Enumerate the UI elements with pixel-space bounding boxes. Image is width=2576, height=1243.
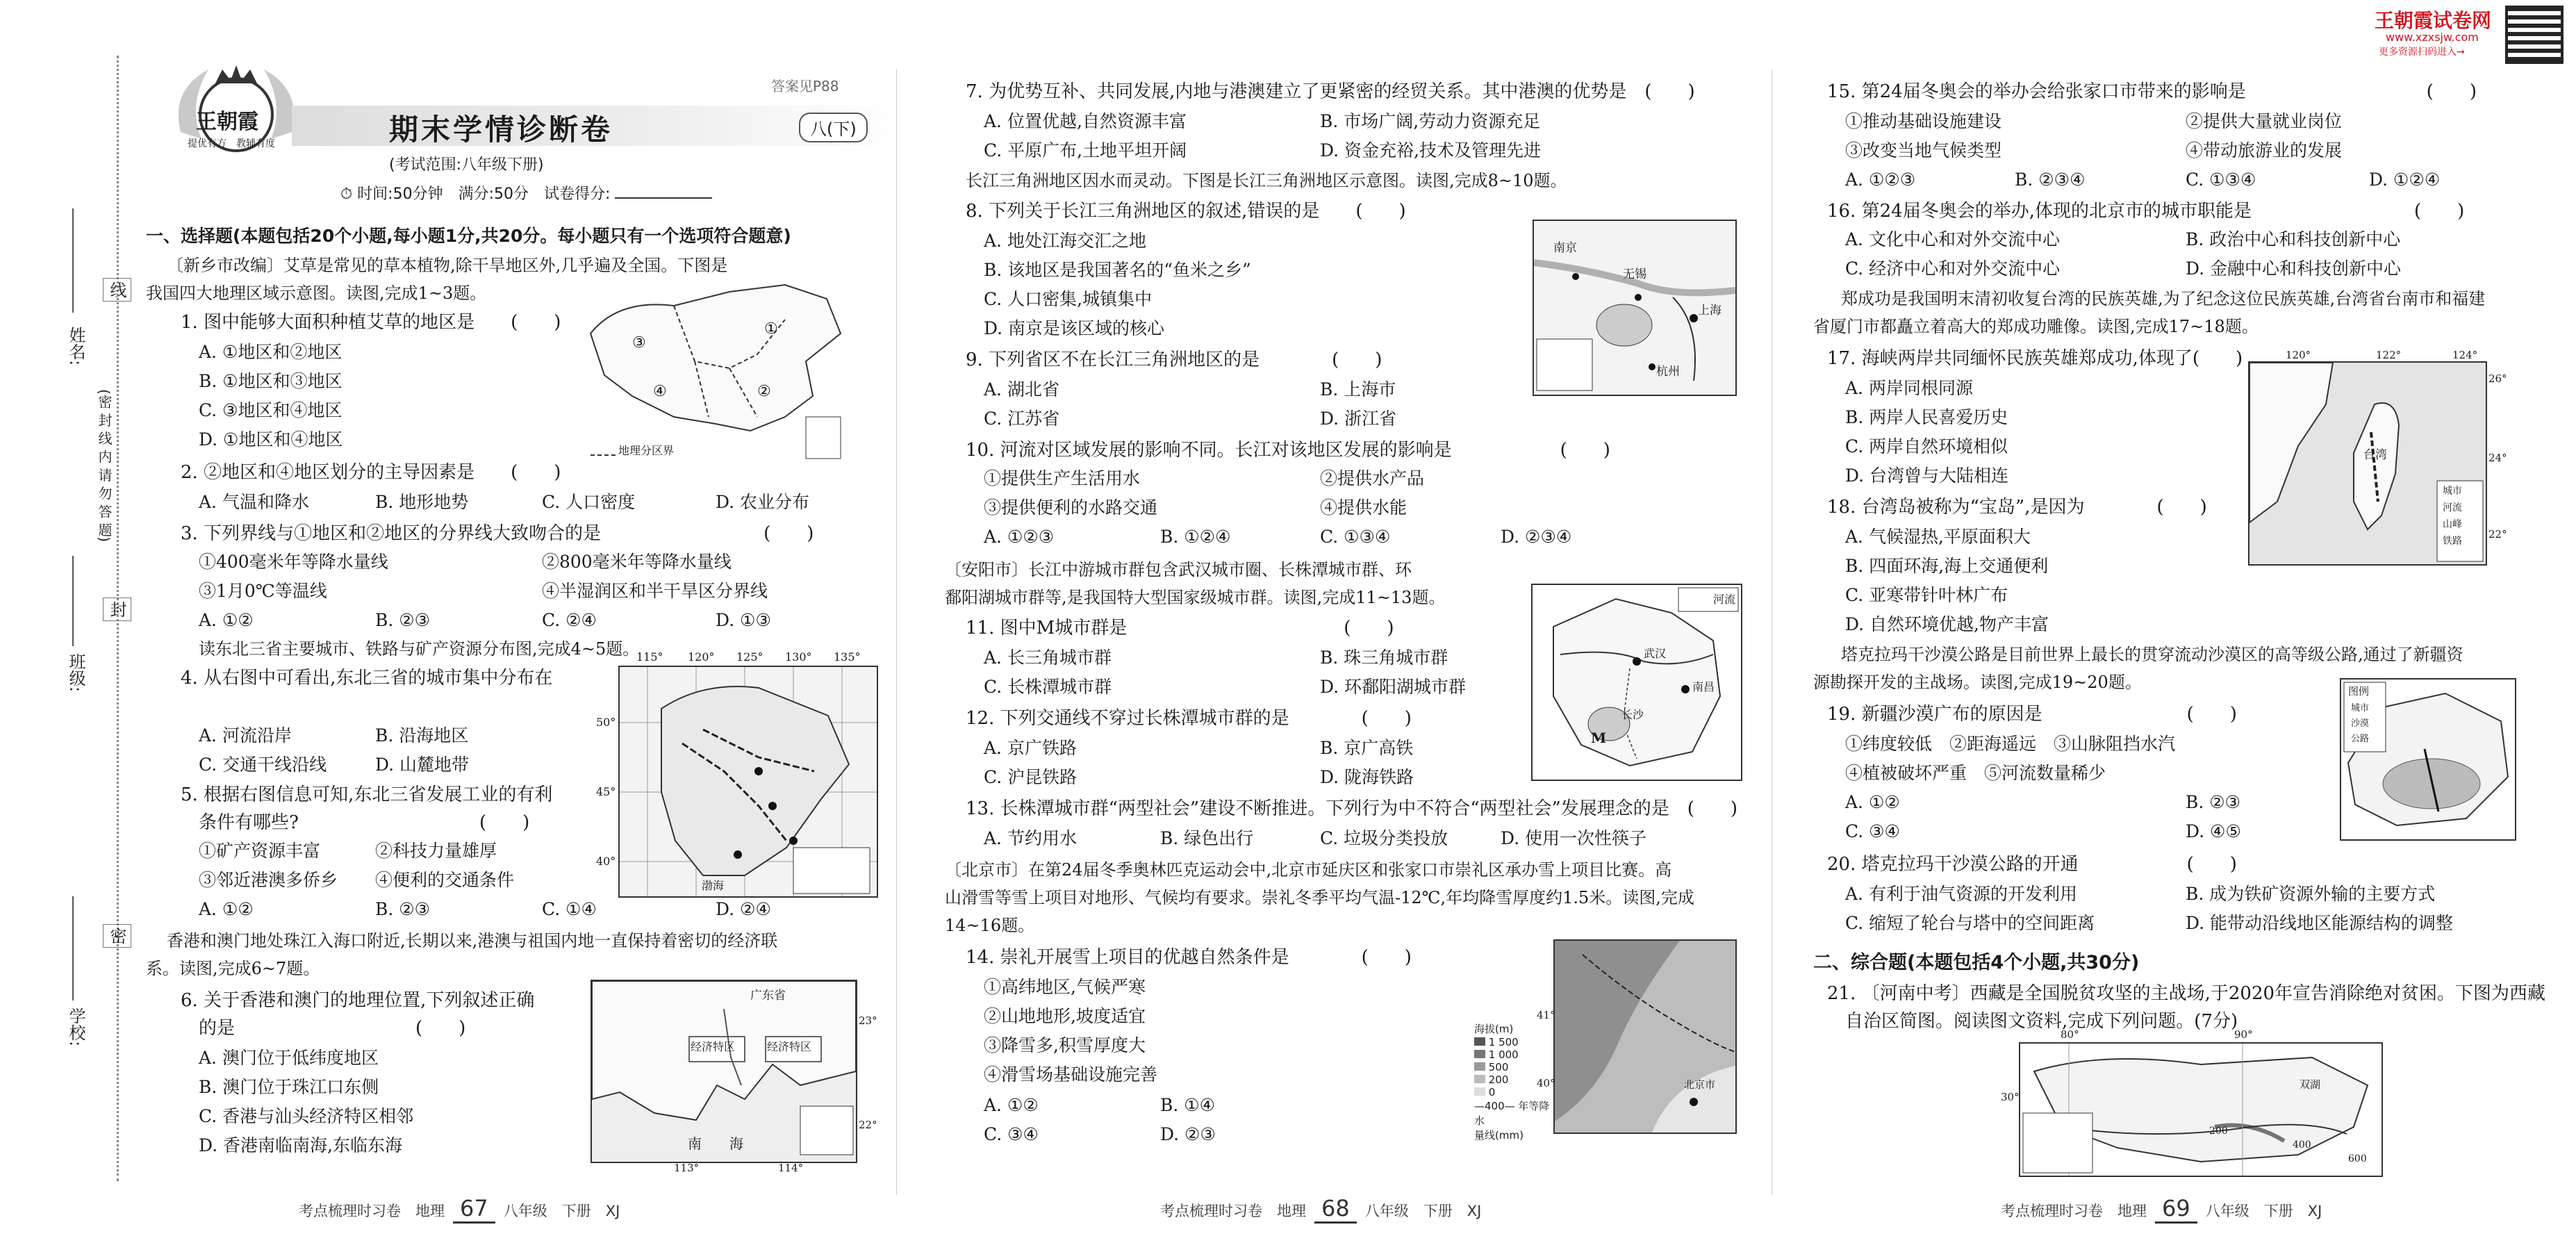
map2-tick-135: 135° — [834, 650, 861, 664]
seal-note: (密 封 线 内 请 勿 答 题) — [96, 389, 113, 543]
q14-option-b[interactable]: B. ①④ — [1160, 1095, 1216, 1115]
footer-68-prefix: 考点梳理时习卷 地理 — [1160, 1203, 1306, 1219]
q16-option-c[interactable]: C. 经济中心和对外交流中心 — [1845, 258, 2061, 279]
qr-code-icon[interactable] — [2505, 6, 2563, 64]
grade-tag: 八(下) — [799, 113, 868, 142]
map2-tick-130: 130° — [785, 650, 812, 664]
seal-mark-feng: 封 — [103, 598, 131, 621]
q15-item-4: ④带动旅游业的发展 — [2186, 140, 2343, 160]
q11-option-a[interactable]: A. 长三角城市群 — [984, 648, 1112, 668]
q19-items-line-b: ④植被破坏严重 ⑤河流数量稀少 — [1845, 763, 2106, 783]
northeast-china-map — [618, 666, 878, 898]
q13-option-a[interactable]: A. 节约用水 — [984, 828, 1077, 848]
q11-option-d[interactable]: D. 环鄱阳湖城市群 — [1320, 677, 1467, 697]
question-3: 3. 下列界线与①地区和②地区的分界线大致吻合的是 ( ) — [181, 523, 814, 544]
map6-legend-title: 海拔(m) — [1474, 1023, 1514, 1035]
q3-item-2: ②800毫米年等降水量线 — [542, 552, 732, 572]
q15-item-2: ②提供大量就业岗位 — [2186, 111, 2343, 131]
q6-option-d[interactable]: D. 香港南临南海,东临东海 — [199, 1135, 402, 1155]
q20-option-d[interactable]: D. 能带动沿线地区能源结构的调整 — [2186, 913, 2454, 933]
map3-label-zhsez: 经济特区 — [767, 1040, 812, 1053]
q15-option-b[interactable]: B. ②③④ — [2015, 170, 2086, 190]
q5-item-1: ①矿产资源丰富 — [199, 841, 321, 861]
q11-option-b[interactable]: B. 珠三角城市群 — [1320, 648, 1448, 668]
map6-legend-isohyet: —400— 年等降水 — [1474, 1100, 1550, 1127]
question-13: 13. 长株潭城市群“两型社会”建设不断推进。下列行为中不符合“两型社会”发展理念的是 ( ) — [966, 798, 1738, 819]
q10-option-d[interactable]: D. ②③④ — [1501, 527, 1572, 547]
map6-label-40: 40° — [1537, 1077, 1555, 1089]
q13-option-b[interactable]: B. 绿色出行 — [1160, 828, 1254, 848]
seal-mark-line: 线 — [103, 278, 131, 302]
question-11: 11. 图中M城市群是 ( ) — [966, 618, 1394, 639]
intro-14-line-b: 山滑雪等雪上项目对地形、气候均有要求。崇礼冬季平均气温-12℃,年均降雪厚度约1.5米。读图,完成 — [945, 888, 1694, 907]
q14-option-c[interactable]: C. ③④ — [984, 1124, 1039, 1144]
question-6-line-a: 6. 关于香港和澳门的地理位置,下列叙述正确 — [181, 990, 535, 1011]
class-field[interactable] — [72, 556, 74, 646]
map7-tick-26: 26° — [2488, 372, 2507, 385]
q3-option-c[interactable]: C. ②④ — [542, 610, 597, 630]
q7-option-c[interactable]: C. 平原广布,土地平坦开阔 — [984, 140, 1187, 160]
map8-legend-road: 公路 — [2351, 734, 2370, 744]
q14-item-4: ④滑雪场基础设施完善 — [984, 1064, 1158, 1085]
q13-option-d[interactable]: D. 使用一次性筷子 — [1501, 828, 1647, 848]
q19-option-c[interactable]: C. ③④ — [1845, 821, 1900, 841]
school-label: 学校: — [66, 1007, 85, 1047]
svg-text:①: ① — [764, 320, 778, 338]
map1-legend: 地理分区界 — [618, 444, 675, 457]
q1-option-b[interactable]: B. ①地区和③地区 — [199, 371, 342, 391]
map2-tick-50: 50° — [596, 716, 616, 729]
map5-label-nanchang: 南昌 — [1692, 680, 1715, 693]
question-6-line-b: 的是 ( ) — [199, 1018, 466, 1039]
q15-item-3: ③改变当地气候类型 — [1845, 140, 2002, 160]
map6-legend-500-text: 500 — [1488, 1061, 1509, 1073]
map9-contour-200: 200 — [2209, 1126, 2228, 1137]
q18-option-d[interactable]: D. 自然环境优越,物产丰富 — [1845, 614, 2049, 634]
clock-icon: ⏱ — [340, 186, 353, 203]
q4-option-b[interactable]: B. 沿海地区 — [375, 725, 469, 746]
q3-option-a[interactable]: A. ①② — [199, 610, 254, 630]
question-5-line-a: 5. 根据右图信息可知,东北三省发展工业的有利 — [181, 784, 553, 805]
seal-mark-mi: 密 — [103, 924, 131, 948]
intro-6-line-a: 香港和澳门地处珠江入海口附近,长期以来,港澳与祖国内地一直保持着密切的经济联 — [167, 931, 778, 950]
q12-option-c[interactable]: C. 沪昆铁路 — [984, 767, 1078, 787]
q3-option-b[interactable]: B. ②③ — [375, 610, 431, 630]
map8-legend-desert: 沙漠 — [2351, 718, 2370, 729]
q19-option-d[interactable]: D. ④⑤ — [2186, 821, 2241, 841]
map4-label-shanghai: 上海 — [1698, 304, 1722, 318]
map9-tick-90: 90° — [2234, 1028, 2253, 1041]
question-18: 18. 台湾岛被称为“宝岛”,是因为 ( ) — [1827, 497, 2207, 518]
answer-ref — [771, 75, 839, 95]
map6-legend-1000 — [1474, 1048, 1551, 1061]
map6-legend-1500 — [1474, 1036, 1551, 1048]
footer-67-prefix: 考点梳理时习卷 地理 — [299, 1203, 445, 1219]
map6-label-41: 41° — [1537, 1009, 1555, 1021]
map6-legend-500 — [1474, 1061, 1551, 1073]
q15-item-1: ①推动基础设施建设 — [1845, 111, 2002, 131]
q18-option-c[interactable]: C. 亚寒带针叶林广布 — [1845, 585, 2008, 605]
footer-67-suffix: 八年级 下册 XJ — [503, 1203, 620, 1219]
map7-tick-122: 122° — [2376, 349, 2402, 361]
q4-option-d[interactable]: D. 山麓地带 — [375, 755, 470, 775]
footer-69-suffix: 八年级 下册 XJ — [2205, 1203, 2322, 1219]
map3-tick-114: 114° — [778, 1162, 804, 1174]
q13-option-c[interactable]: C. 垃圾分类投放 — [1320, 828, 1448, 848]
q14-option-a[interactable]: A. ①② — [984, 1095, 1039, 1115]
map2-tick-115: 115° — [636, 650, 663, 664]
intro-1-line-b: 我国四大地理区域示意图。读图,完成1~3题。 — [146, 283, 487, 303]
q1-option-d[interactable]: D. ①地区和④地区 — [199, 429, 343, 450]
q6-option-c[interactable]: C. 香港与汕头经济特区相邻 — [199, 1106, 414, 1126]
question-9: 9. 下列省区不在长江三角洲地区的是 ( ) — [966, 349, 1382, 370]
map6-legend — [1474, 1021, 1551, 1142]
q2-option-d[interactable]: D. 农业分布 — [716, 492, 810, 512]
question-14: 14. 崇礼开展雪上项目的优越自然条件是 ( ) — [966, 947, 1412, 968]
q20-option-b[interactable]: B. 成为铁矿资源外输的主要方式 — [2186, 884, 2436, 904]
answer-ref-text: 答案见P88 — [771, 78, 839, 94]
map7-legend-railway: 铁路 — [2443, 536, 2462, 547]
tibet-map — [2019, 1042, 2383, 1177]
intro-17-line-b: 省厦门市都矗立着高大的郑成功雕像。读图,完成17~18题。 — [1813, 317, 2259, 336]
q14-item-3: ③降雪多,积雪厚度大 — [984, 1035, 1146, 1055]
q2-option-b[interactable]: B. 地形地势 — [375, 492, 469, 512]
watermark-url: www.xzxsjw.com — [2386, 31, 2479, 44]
map4-label-hangzhou: 杭州 — [1656, 365, 1680, 379]
q17-option-d[interactable]: D. 台湾曾与大陆相连 — [1845, 466, 2009, 486]
map9-tick-30: 30° — [2001, 1091, 2020, 1103]
q5-item-3: ③邻近港澳多侨乡 — [199, 870, 338, 890]
q10-option-a[interactable]: A. ①②③ — [984, 527, 1055, 547]
q10-item-3: ③提供便利的水路交通 — [984, 497, 1158, 518]
q7-option-a[interactable]: A. 位置优越,自然资源丰富 — [984, 111, 1187, 131]
map6-legend-1500-text: 1 500 — [1488, 1036, 1519, 1048]
q20-option-a[interactable]: A. 有利于油气资源的开发利用 — [1845, 884, 2077, 904]
q9-option-c[interactable]: C. 江苏省 — [984, 409, 1060, 429]
map4-label-nanjing: 南京 — [1553, 241, 1577, 255]
q10-item-1: ①提供生产生活用水 — [984, 468, 1141, 488]
map6-legend-isohyet-unit: 量线(mm) — [1474, 1129, 1524, 1142]
q19-items-line-a: ①纬度较低 ②距海遥远 ③山脉阻挡水汽 — [1845, 734, 2176, 754]
intro-11-line-a: 〔安阳市〕长江中游城市群包含武汉城市圈、长株潭城市群、环 — [945, 560, 1412, 579]
map5-legend-river: 河流 — [1713, 593, 1736, 606]
map7-tick-24: 24° — [2488, 452, 2507, 464]
q11-option-c[interactable]: C. 长株潭城市群 — [984, 677, 1112, 697]
intro-17-line-a: 郑成功是我国明末清初收复台湾的民族英雄,为了纪念这位民族英雄,台湾省台南市和福建 — [1841, 289, 2486, 308]
question-20: 20. 塔克拉玛干沙漠公路的开通 ( ) — [1827, 854, 2237, 875]
map9-contour-400: 400 — [2293, 1139, 2311, 1151]
q18-option-b[interactable]: B. 四面环海,海上交通便利 — [1845, 556, 2049, 576]
intro-6-line-b: 系。读图,完成6~7题。 — [146, 959, 320, 978]
q17-option-a[interactable]: A. 两岸同根同源 — [1845, 378, 1973, 398]
q3-item-4: ④半湿润区和半干旱区分界线 — [542, 581, 768, 601]
class-label: 班级: — [66, 653, 85, 693]
q7-option-d[interactable]: D. 资金充裕,技术及管理先进 — [1320, 140, 1541, 160]
map2-tick-125: 125° — [736, 650, 763, 664]
q17-option-c[interactable]: C. 两岸自然环境相似 — [1845, 436, 2008, 456]
svg-text:③: ③ — [632, 334, 646, 352]
name-field[interactable] — [72, 208, 74, 313]
name-label: 姓名: — [66, 327, 85, 366]
q5-option-b[interactable]: B. ②③ — [375, 899, 431, 919]
intro-19-line-b: 源勘探开发的主战场。读图,完成19~20题。 — [1813, 673, 2142, 692]
q1-option-a[interactable]: A. ①地区和②地区 — [199, 342, 342, 362]
q9-option-a[interactable]: A. 湖北省 — [984, 379, 1059, 400]
question-2: 2. ②地区和④地区划分的主导因素是 ( ) — [181, 462, 561, 483]
map9-tick-80: 80° — [2061, 1028, 2079, 1041]
q3-item-3: ③1月0℃等温线 — [199, 581, 327, 601]
intro-14-line-a: 〔北京市〕在第24届冬季奥林匹克运动会中,北京市延庆区和张家口市崇礼区承办雪上项目比赛。高 — [945, 860, 1672, 880]
map6-legend-0-text: 0 — [1488, 1086, 1496, 1098]
question-12: 12. 下列交通线不穿过长株潭城市群的是 ( ) — [966, 708, 1412, 729]
question-4: 4. 从右图中可看出,东北三省的城市集中分布在 — [181, 668, 553, 689]
footer-69-prefix: 考点梳理时习卷 地理 — [2001, 1203, 2147, 1219]
question-5-line-b: 条件有哪些? ( ) — [199, 812, 530, 833]
map7-tick-120: 120° — [2286, 349, 2311, 361]
intro-14-line-c: 14~16题。 — [945, 916, 1035, 935]
q9-option-b[interactable]: B. 上海市 — [1320, 379, 1396, 400]
map9-label-shuanghu: 双湖 — [2300, 1078, 2321, 1091]
map6-legend-1000-text: 1 000 — [1488, 1048, 1519, 1061]
china-regions-map — [577, 278, 868, 466]
page-number-67: 67 — [453, 1195, 495, 1224]
section-1-heading: 一、选择题(本题包括20个小题,每小题1分,共20分。每小题只有一个选项符合题意) — [146, 226, 791, 246]
q8-option-d[interactable]: D. 南京是该区域的核心 — [984, 318, 1165, 338]
exam-scope: (考试范围:八年级下册) — [389, 156, 544, 174]
q16-option-a[interactable]: A. 文化中心和对外交流中心 — [1845, 229, 2060, 249]
map3-tick-23: 23° — [859, 1014, 877, 1027]
q3-item-1: ①400毫米年等降水量线 — [199, 552, 388, 572]
q7-option-b[interactable]: B. 市场广阔,劳动力资源充足 — [1320, 111, 1541, 131]
q8-option-b[interactable]: B. 该地区是我国著名的“鱼米之乡” — [984, 260, 1251, 280]
q12-option-b[interactable]: B. 京广高铁 — [1320, 738, 1414, 758]
question-19: 19. 新疆沙漠广布的原因是 ( ) — [1827, 704, 2237, 725]
question-21-line-a: 21. 〔河南中考〕西藏是全国脱贫攻坚的主战场,于2020年宣告消除绝对贫困。下图为西藏 — [1827, 983, 2546, 1004]
q5-item-4: ④便利的交通条件 — [375, 870, 515, 890]
map5-label-m: M — [1591, 730, 1607, 746]
q12-option-a[interactable]: A. 京广铁路 — [984, 738, 1077, 758]
map2-tick-45: 45° — [596, 785, 616, 798]
footer-page-67 — [299, 1195, 620, 1224]
q15-option-a[interactable]: A. ①②③ — [1845, 170, 1916, 190]
q14-item-1: ①高纬地区,气候严寒 — [984, 977, 1146, 997]
map3-tick-22: 22° — [859, 1119, 877, 1131]
q6-option-a[interactable]: A. 澳门位于低纬度地区 — [199, 1048, 379, 1068]
q15-option-c[interactable]: C. ①③④ — [2186, 170, 2256, 190]
q4-option-c[interactable]: C. 交通干线沿线 — [199, 755, 327, 775]
q10-option-b[interactable]: B. ①②④ — [1160, 527, 1231, 547]
q15-option-d[interactable]: D. ①②④ — [2369, 170, 2441, 190]
footer-page-68 — [1160, 1195, 1481, 1224]
q5-item-2: ②科技力量雄厚 — [375, 841, 497, 861]
q16-option-b[interactable]: B. 政治中心和科技创新中心 — [2186, 229, 2401, 249]
watermark-slogan: 更多资源扫码进入→ — [2379, 47, 2465, 58]
chongli-terrain-map — [1553, 939, 1737, 1134]
map9-contour-600: 600 — [2348, 1153, 2367, 1164]
footer-page-69 — [2001, 1195, 2322, 1224]
q3-option-d[interactable]: D. ①③ — [716, 610, 771, 630]
map6-legend-200-text: 200 — [1488, 1073, 1509, 1086]
page-title: 期末学情诊断卷 — [389, 113, 613, 147]
map6-label-beijing: 北京市 — [1684, 1078, 1716, 1091]
map7-tick-124: 124° — [2452, 349, 2478, 361]
map6-legend-200 — [1474, 1073, 1551, 1086]
question-17: 17. 海峡两岸共同缅怀民族英雄郑成功,体现了( ) — [1827, 348, 2243, 369]
q10-option-c[interactable]: C. ①③④ — [1320, 527, 1391, 547]
q12-option-d[interactable]: D. 陇海铁路 — [1320, 767, 1414, 787]
logo-sub: 提优有方 教辅有度 — [188, 138, 275, 149]
q2-option-a[interactable]: A. 气温和降水 — [199, 492, 309, 512]
question-21-line-b: 自治区简图。阅读图文资料,完成下列问题。(7分) — [1845, 1011, 2238, 1032]
q14-option-d[interactable]: D. ②③ — [1160, 1124, 1216, 1144]
map7-legend-peak: 山峰 — [2443, 519, 2462, 530]
page-number-68: 68 — [1314, 1195, 1357, 1224]
logo-text: 王朝霞 — [196, 110, 258, 134]
question-10: 10. 河流对区域发展的影响不同。长江对该地区发展的影响是 ( ) — [966, 440, 1610, 461]
intro-8: 长江三角洲地区因水而灵动。下图是长江三角洲地区示意图。读图,完成8~10题。 — [966, 171, 1567, 190]
map3-label-guangdong: 广东省 — [750, 989, 786, 1003]
q6-option-b[interactable]: B. 澳门位于珠江口东侧 — [199, 1077, 379, 1097]
map8-legend-city: 城市 — [2351, 703, 2370, 714]
intro-11-line-b: 鄱阳湖城市群等,是我国特大型国家级城市群。读图,完成11~13题。 — [945, 588, 1446, 607]
map7-label-taiwan: 台湾 — [2363, 448, 2387, 462]
question-16: 16. 第24届冬奥会的举办,体现的北京市的城市职能是 ( ) — [1827, 201, 2465, 222]
footer-68-suffix: 八年级 下册 XJ — [1364, 1203, 1482, 1219]
q9-option-d[interactable]: D. 浙江省 — [1320, 409, 1397, 429]
intro-19-line-a: 塔克拉玛干沙漠公路是目前世界上最长的贯穿流动沙漠区的高等级公路,通过了新疆资 — [1841, 645, 2463, 664]
map2-tick-40: 40° — [596, 855, 616, 868]
map4-label-wuxi: 无锡 — [1623, 267, 1646, 281]
q19-option-b[interactable]: B. ②③ — [2186, 792, 2241, 812]
question-1: 1. 图中能够大面积种植艾草的地区是 ( ) — [181, 312, 561, 333]
time-line — [340, 182, 712, 204]
question-8: 8. 下列关于长江三角洲地区的叙述,错误的是 ( ) — [966, 201, 1406, 222]
map2-tick-120: 120° — [688, 650, 715, 664]
q16-option-d[interactable]: D. 金融中心和科技创新中心 — [2186, 258, 2402, 279]
question-7: 7. 为优势互补、共同发展,内地与港澳建立了更紧密的经贸关系。其中港澳的优势是 ( ) — [966, 81, 1695, 102]
time-line-text: 时间:50分钟 满分:50分 试卷得分: — [357, 186, 611, 203]
map2-label-bohai: 渤海 — [702, 879, 725, 892]
intro-1-line-a: 〔新乡市改编〕艾草是常见的草本植物,除干旱地区外,几乎遍及全国。下图是 — [167, 256, 728, 275]
q19-option-a[interactable]: A. ①② — [1845, 792, 1900, 812]
q14-item-2: ②山地地形,坡度适宜 — [984, 1006, 1146, 1026]
map7-legend-river: 河流 — [2443, 502, 2462, 513]
q5-option-d[interactable]: D. ②④ — [716, 899, 771, 919]
page-number-69: 69 — [2155, 1195, 2197, 1224]
map5-label-changsha: 长沙 — [1621, 708, 1644, 721]
map3-label-southsea: 南 海 — [688, 1135, 743, 1152]
question-15: 15. 第24届冬奥会的举办会给张家口市带来的影响是 ( ) — [1827, 81, 2477, 102]
q10-item-2: ②提供水产品 — [1320, 468, 1425, 488]
q2-option-c[interactable]: C. 人口密度 — [542, 492, 636, 512]
map7-legend-city: 城市 — [2443, 486, 2462, 497]
map3-tick-113: 113° — [674, 1162, 700, 1174]
q8-option-a[interactable]: A. 地处江海交汇之地 — [984, 231, 1146, 251]
q18-option-a[interactable]: A. 气候湿热,平原面积大 — [1845, 527, 2031, 547]
q20-option-c[interactable]: C. 缩短了轮台与塔中的空间距离 — [1845, 913, 2095, 933]
intro-4: 读东北三省主要城市、铁路与矿产资源分布图,完成4~5题。 — [199, 639, 640, 659]
map7-tick-22: 22° — [2488, 528, 2507, 541]
section-2-heading: 二、综合题(本题包括4个小题,共30分) — [1813, 952, 2140, 973]
q5-option-c[interactable]: C. ①④ — [542, 899, 597, 919]
q4-option-a[interactable]: A. 河流沿岸 — [199, 725, 292, 746]
map8-legend-title: 图例 — [2348, 685, 2370, 698]
map5-label-wuhan: 武汉 — [1644, 647, 1667, 660]
q5-option-a[interactable]: A. ①② — [199, 899, 254, 919]
watermark-brand: 王朝霞试卷网 — [2375, 9, 2492, 32]
q8-option-c[interactable]: C. 人口密集,城镇集中 — [984, 289, 1153, 309]
svg-text:②: ② — [757, 383, 771, 400]
score-field[interactable] — [615, 197, 712, 199]
q1-option-c[interactable]: C. ③地区和④地区 — [199, 400, 342, 420]
q17-option-b[interactable]: B. 两岸人民喜爱历史 — [1845, 407, 2008, 427]
map3-label-szsez: 经济特区 — [691, 1040, 736, 1053]
school-field[interactable] — [72, 896, 74, 1001]
q10-item-4: ④提供水能 — [1320, 497, 1407, 518]
map6-legend-0 — [1474, 1086, 1551, 1098]
svg-text:④: ④ — [653, 383, 667, 400]
page-divider-1 — [896, 69, 897, 1195]
